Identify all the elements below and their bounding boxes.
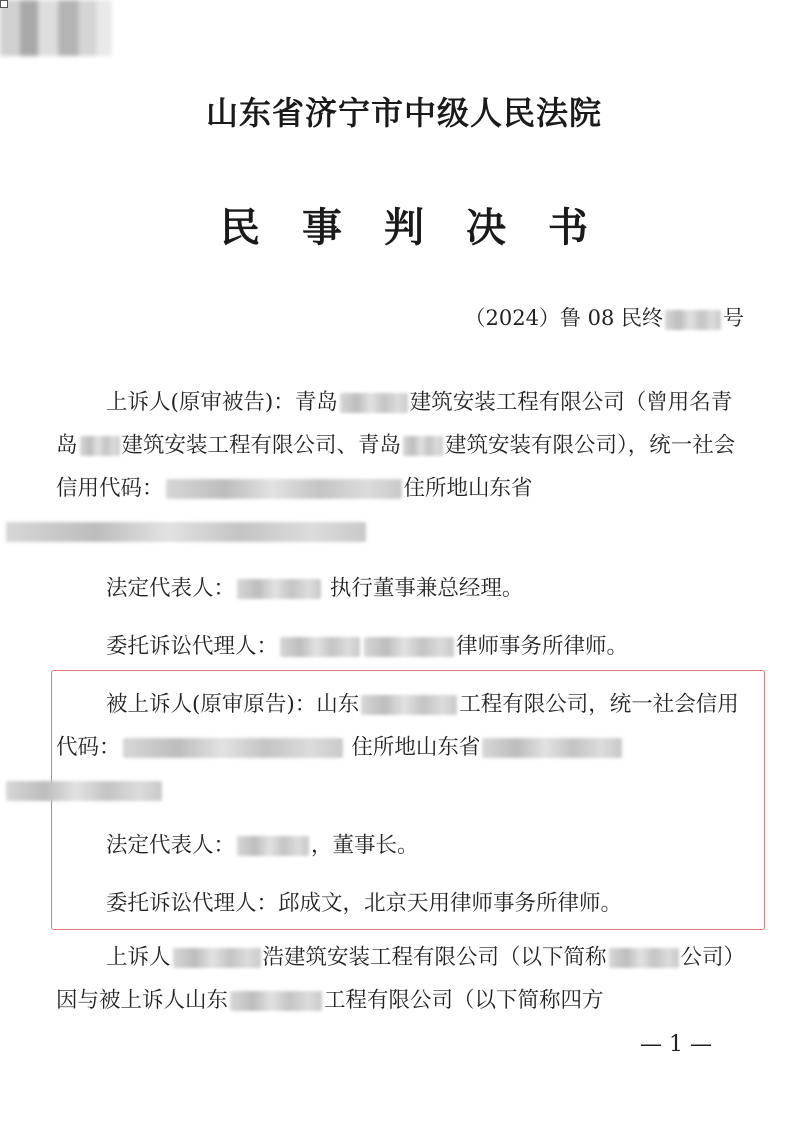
appellant-text: 司），统一社会信用代码： [56,433,736,501]
role-text: ，董事长。 [311,833,419,858]
appellant-paragraph [56,381,748,553]
case-summary-paragraph [56,936,748,1022]
role-text: 执行董事兼总经理。 [329,576,524,601]
agent-text: 律师事务所律师。 [456,634,629,659]
label: 法定代表人： [106,576,236,601]
appellant-agent [56,625,748,668]
court-title: 山东省济宁市中级人民法院 [205,94,602,132]
appellee-text: 工程有限公司，统一社 [459,692,675,717]
title-char: 决 [466,204,506,251]
redaction [482,738,622,758]
redaction [364,637,454,657]
redaction [361,695,457,715]
case-number-prefix: （2024）鲁 08 民终 [464,306,663,330]
appellee-agent: 委托诉讼代理人：邱成文，北京天用律师事务所律师。 [106,891,623,916]
redaction [123,738,343,758]
title-char: 事 [302,204,342,251]
redaction [280,637,360,657]
summary-text: 上诉人 [106,945,171,970]
redaction [166,479,402,499]
page-number: — 1 — [640,1032,712,1057]
case-number [464,302,744,332]
appellee-text: 被上诉人(原审原告)：山东 [106,692,360,717]
appellee-legal-rep [56,824,748,867]
appellant-text: 住所地山东省 [403,476,533,501]
redaction [237,579,321,599]
appellant-text: 建筑安装有限公 [445,433,596,458]
document-title [0,196,808,253]
appellant-text: 上诉人(原审被告)：青岛 [106,390,338,415]
appellant-text: 建筑安装工程有限公司（曾 [409,390,668,415]
label: 法定代表人： [106,833,236,858]
appellee-paragraph [56,683,748,812]
appellee-text: 住所地山东省 [351,735,481,760]
title-char: 判 [384,204,424,251]
redaction [80,436,120,456]
redaction [340,393,408,413]
redacted-corner [0,0,112,56]
redaction [230,991,322,1011]
case-number-suffix: 号 [723,306,744,330]
redaction [609,948,679,968]
corner-marker [0,0,8,8]
redaction [237,836,309,856]
summary-text: 公司）因与被上诉人山东 [56,945,746,1013]
summary-text: 浩建筑安装工程有限公司（以下简称 [262,945,607,970]
appellant-text: 建筑安装工程有限公司、青岛 [121,433,402,458]
redaction [173,948,261,968]
appellant-legal-rep [56,567,748,610]
label: 委托诉讼代理人： [106,634,279,659]
redaction [665,310,721,330]
appellee-text: 会信用代码： [56,692,739,760]
redaction [403,436,443,456]
redaction [6,522,366,542]
appellant-text: 用名青岛 [56,390,733,458]
redaction [6,781,162,801]
summary-text: 工程有限公司（以下简称四方 [324,988,604,1013]
title-char: 书 [548,204,588,251]
title-char: 民 [220,204,260,251]
